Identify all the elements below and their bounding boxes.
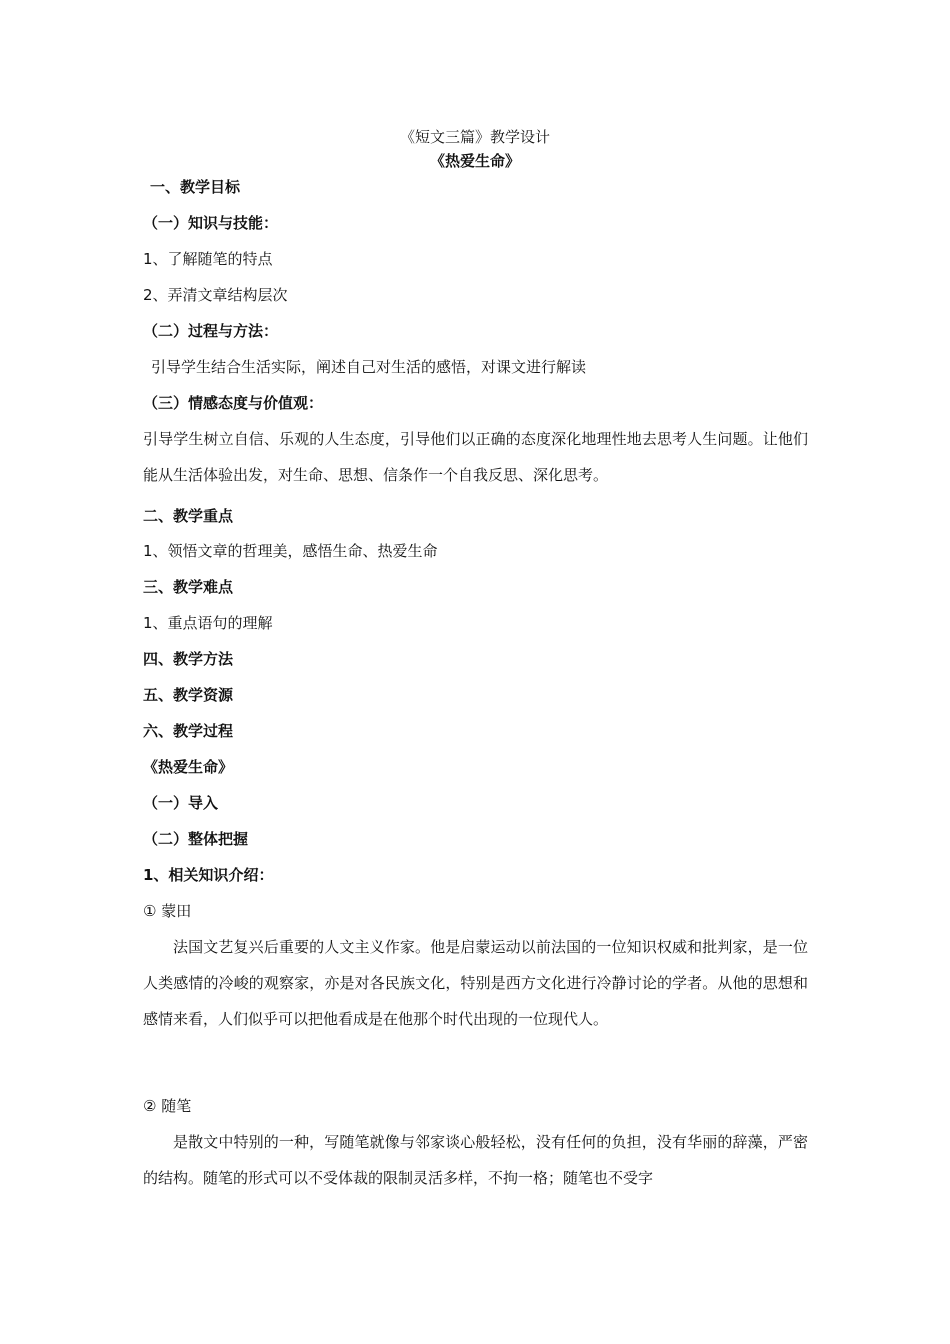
goals-heading: 一、教学目标 (150, 178, 241, 196)
focus-item-1: 1、领悟文章的哲理美，感悟生命、热爱生命 (143, 542, 438, 560)
knowledge-intro-heading: 1、相关知识介绍： (143, 866, 274, 884)
intro-heading: （一）导入 (143, 794, 219, 812)
document-subtitle: 《热爱生命》 (429, 152, 520, 170)
difficulty-heading: 三、教学难点 (143, 578, 234, 596)
essay-text: 是散文中特别的一种，写随笔就像与邻家谈心般轻松，没有任何的负担，没有华丽的辞藻，严密的结构。随笔的形式可以不受体裁的限制灵活多样，不拘一格；随笔也不受字 (143, 1133, 808, 1187)
difficulty-item-1: 1、重点语句的理解 (143, 614, 273, 632)
procedure-heading: 六、教学过程 (143, 722, 234, 740)
emotion-heading: （三）情感态度与价值观： (143, 394, 324, 412)
focus-heading: 二、教学重点 (143, 507, 234, 525)
document-title: 《短文三篇》教学设计 (399, 128, 550, 146)
knowledge-heading: （一）知识与技能： (143, 214, 279, 232)
knowledge-item-2: 2、弄清文章结构层次 (143, 286, 288, 304)
montaigne-heading: ① 蒙田 (143, 902, 192, 920)
resource-heading: 五、教学资源 (143, 686, 234, 704)
overall-heading: （二）整体把握 (143, 830, 249, 848)
montaigne-text: 法国文艺复兴后重要的人文主义作家。他是启蒙运动以前法国的一位知识权威和批判家，是一位人类感情的冷峻的观察家，亦是对各民族文化，特别是西方文化进行冷静讨论的学者。从他的思想和感情来看，人们似乎可以把他看成是在他那个时代出现的一位现代人。 (143, 938, 808, 1028)
knowledge-item-1: 1、了解随笔的特点 (143, 250, 273, 268)
process-text: 引导学生结合生活实际，阐述自己对生活的感悟，对课文进行解读 (151, 358, 587, 376)
method-heading: 四、教学方法 (143, 650, 234, 668)
process-heading: （二）过程与方法： (143, 322, 279, 340)
essay-heading: ② 随笔 (143, 1097, 192, 1115)
emotion-text: 引导学生树立自信、乐观的人生态度，引导他们以正确的态度深化地理性地去思考人生问题。让他们能从生活体验出发，对生命、思想、信条作一个自我反思、深化思考。 (143, 430, 808, 484)
procedure-title: 《热爱生命》 (143, 758, 234, 776)
